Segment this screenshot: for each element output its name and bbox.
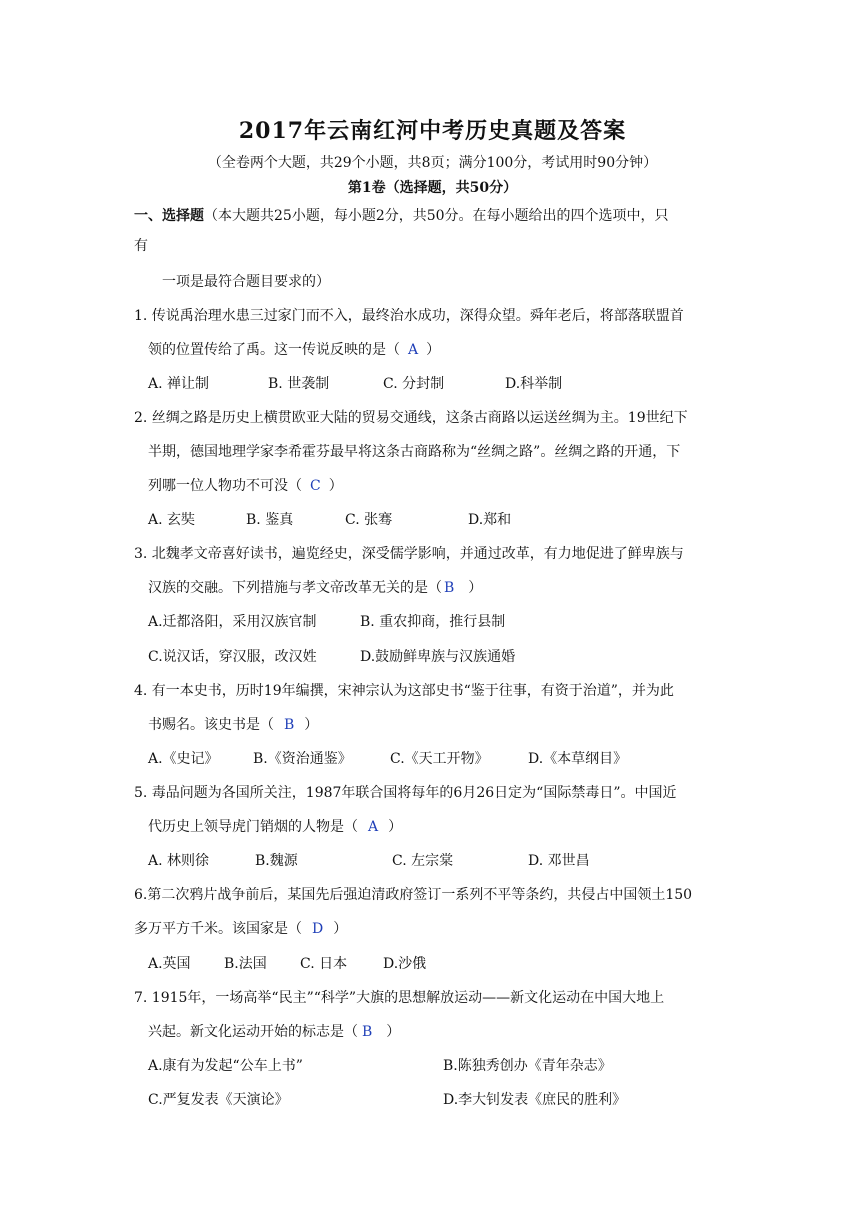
question-7-answer: B bbox=[362, 1024, 373, 1040]
exam-info: （全卷两个大题，共29个小题，共8页；满分100分，考试用时90分钟） bbox=[207, 155, 658, 171]
question-1-option-c: C. 分封制 bbox=[383, 376, 445, 392]
question-5-answer: A bbox=[368, 819, 379, 835]
section-instructions-cont: 有 bbox=[134, 238, 148, 254]
question-1-text-cont: 领的位置传给了禹。这一传说反映的是（ A ） bbox=[148, 342, 441, 358]
question-2-option-a: A. 玄奘 bbox=[148, 512, 196, 528]
question-6-text: 6.第二次鸦片战争前后，某国先后强迫清政府签订一系列不平等条约，共侵占中国领土150 bbox=[134, 887, 693, 903]
question-5-option-d: D. 邓世昌 bbox=[528, 853, 590, 869]
question-3-answer: B bbox=[444, 580, 455, 596]
question-2-option-c: C. 张骞 bbox=[345, 512, 393, 528]
question-6-answer: D bbox=[312, 921, 324, 937]
question-6-option-c: C. 日本 bbox=[300, 956, 348, 972]
question-5-text: 5. 毒品问题为各国所关注，1987年联合国将每年的6月26日定为“国际禁毒日”。中国近 bbox=[134, 785, 677, 801]
question-3-text: 3. 北魏孝文帝喜好读书，遍览经史，深受儒学影响，并通过改革，有力地促进了鲜卑族与 bbox=[134, 546, 684, 562]
question-2-text-end: 列哪一位人物功不可没（ C ） bbox=[148, 478, 343, 494]
question-4-text-cont: 书赐名。该史书是（ B ） bbox=[148, 717, 319, 733]
question-3-text-cont: 汉族的交融。下列措施与孝文帝改革无关的是（ B ） bbox=[148, 580, 483, 596]
question-1-text: 1. 传说禹治理水患三过家门而不入，最终治水成功，深得众望。舜年老后，将部落联盟首 bbox=[134, 308, 684, 324]
question-4-option-a: A.《史记》 bbox=[148, 751, 219, 767]
question-3-option-b: B. 重农抑商，推行县制 bbox=[360, 614, 506, 630]
question-4-option-d: D.《本草纲目》 bbox=[528, 751, 628, 767]
question-2-option-d: D.郑和 bbox=[468, 512, 512, 528]
section-label: 一、选择题 bbox=[134, 208, 204, 224]
question-4-option-b: B.《资治通鉴》 bbox=[253, 751, 352, 767]
volume-heading: 第1卷（选择题，共50分） bbox=[347, 180, 518, 196]
question-2-text: 2. 丝绸之路是历史上横贯欧亚大陆的贸易交通线，这条古商路以运送丝绸为主。19世纪下 bbox=[134, 410, 688, 426]
question-7-option-d: D.李大钊发表《庶民的胜利》 bbox=[443, 1092, 627, 1108]
question-7-option-c: C.严复发表《天演论》 bbox=[148, 1092, 289, 1108]
question-3-option-c: C.说汉话，穿汉服，改汉姓 bbox=[148, 649, 317, 665]
section-instructions-end: 一项是最符合题目要求的） bbox=[162, 274, 330, 290]
question-1-option-b: B. 世袭制 bbox=[268, 376, 330, 392]
question-5-option-c: C. 左宗棠 bbox=[392, 853, 454, 869]
question-6-option-b: B.法国 bbox=[224, 956, 267, 972]
section-heading bbox=[134, 206, 669, 226]
question-1-answer: A bbox=[408, 342, 419, 358]
question-2-option-b: B. 鉴真 bbox=[246, 512, 294, 528]
question-7-option-a: A.康有为发起“公车上书” bbox=[148, 1058, 303, 1074]
page-title: 2017年云南红河中考历史真题及答案 bbox=[238, 118, 627, 144]
question-6-text-cont: 多万平方千米。该国家是（ D ） bbox=[134, 921, 348, 937]
question-7-option-b: B.陈独秀创办《青年杂志》 bbox=[443, 1058, 612, 1074]
question-5-option-a: A. 林则徐 bbox=[148, 853, 210, 869]
question-6-option-d: D.沙俄 bbox=[383, 956, 427, 972]
section-instructions: （本大题共25小题，每小题2分，共50分。在每小题给出的四个选项中，只 bbox=[204, 208, 669, 224]
question-3-option-d: D.鼓励鲜卑族与汉族通婚 bbox=[360, 649, 516, 665]
question-4-answer: B bbox=[284, 717, 295, 733]
question-4-option-c: C.《天工开物》 bbox=[390, 751, 489, 767]
question-7-text-cont: 兴起。新文化运动开始的标志是（ B ） bbox=[148, 1024, 401, 1040]
question-6-option-a: A.英国 bbox=[148, 956, 191, 972]
question-5-option-b: B.魏源 bbox=[255, 853, 298, 869]
question-2-text-cont: 半期，德国地理学家李希霍芬最早将这条古商路称为“丝绸之路”。丝绸之路的开通，下 bbox=[148, 444, 681, 460]
question-7-text: 7. 1915年，一场高举“民主”“科学”大旗的思想解放运动——新文化运动在中国大地上 bbox=[134, 990, 665, 1006]
question-2-answer: C bbox=[310, 478, 321, 494]
question-1-option-a: A. 禅让制 bbox=[148, 376, 210, 392]
question-1-option-d: D.科举制 bbox=[505, 376, 563, 392]
question-3-option-a: A.迁都洛阳，采用汉族官制 bbox=[148, 614, 317, 630]
question-5-text-cont: 代历史上领导虎门销烟的人物是（ A ） bbox=[148, 819, 403, 835]
question-4-text: 4. 有一本史书，历时19年编撰，宋神宗认为这部史书“鉴于往事，有资于治道”，并为此 bbox=[134, 683, 674, 699]
